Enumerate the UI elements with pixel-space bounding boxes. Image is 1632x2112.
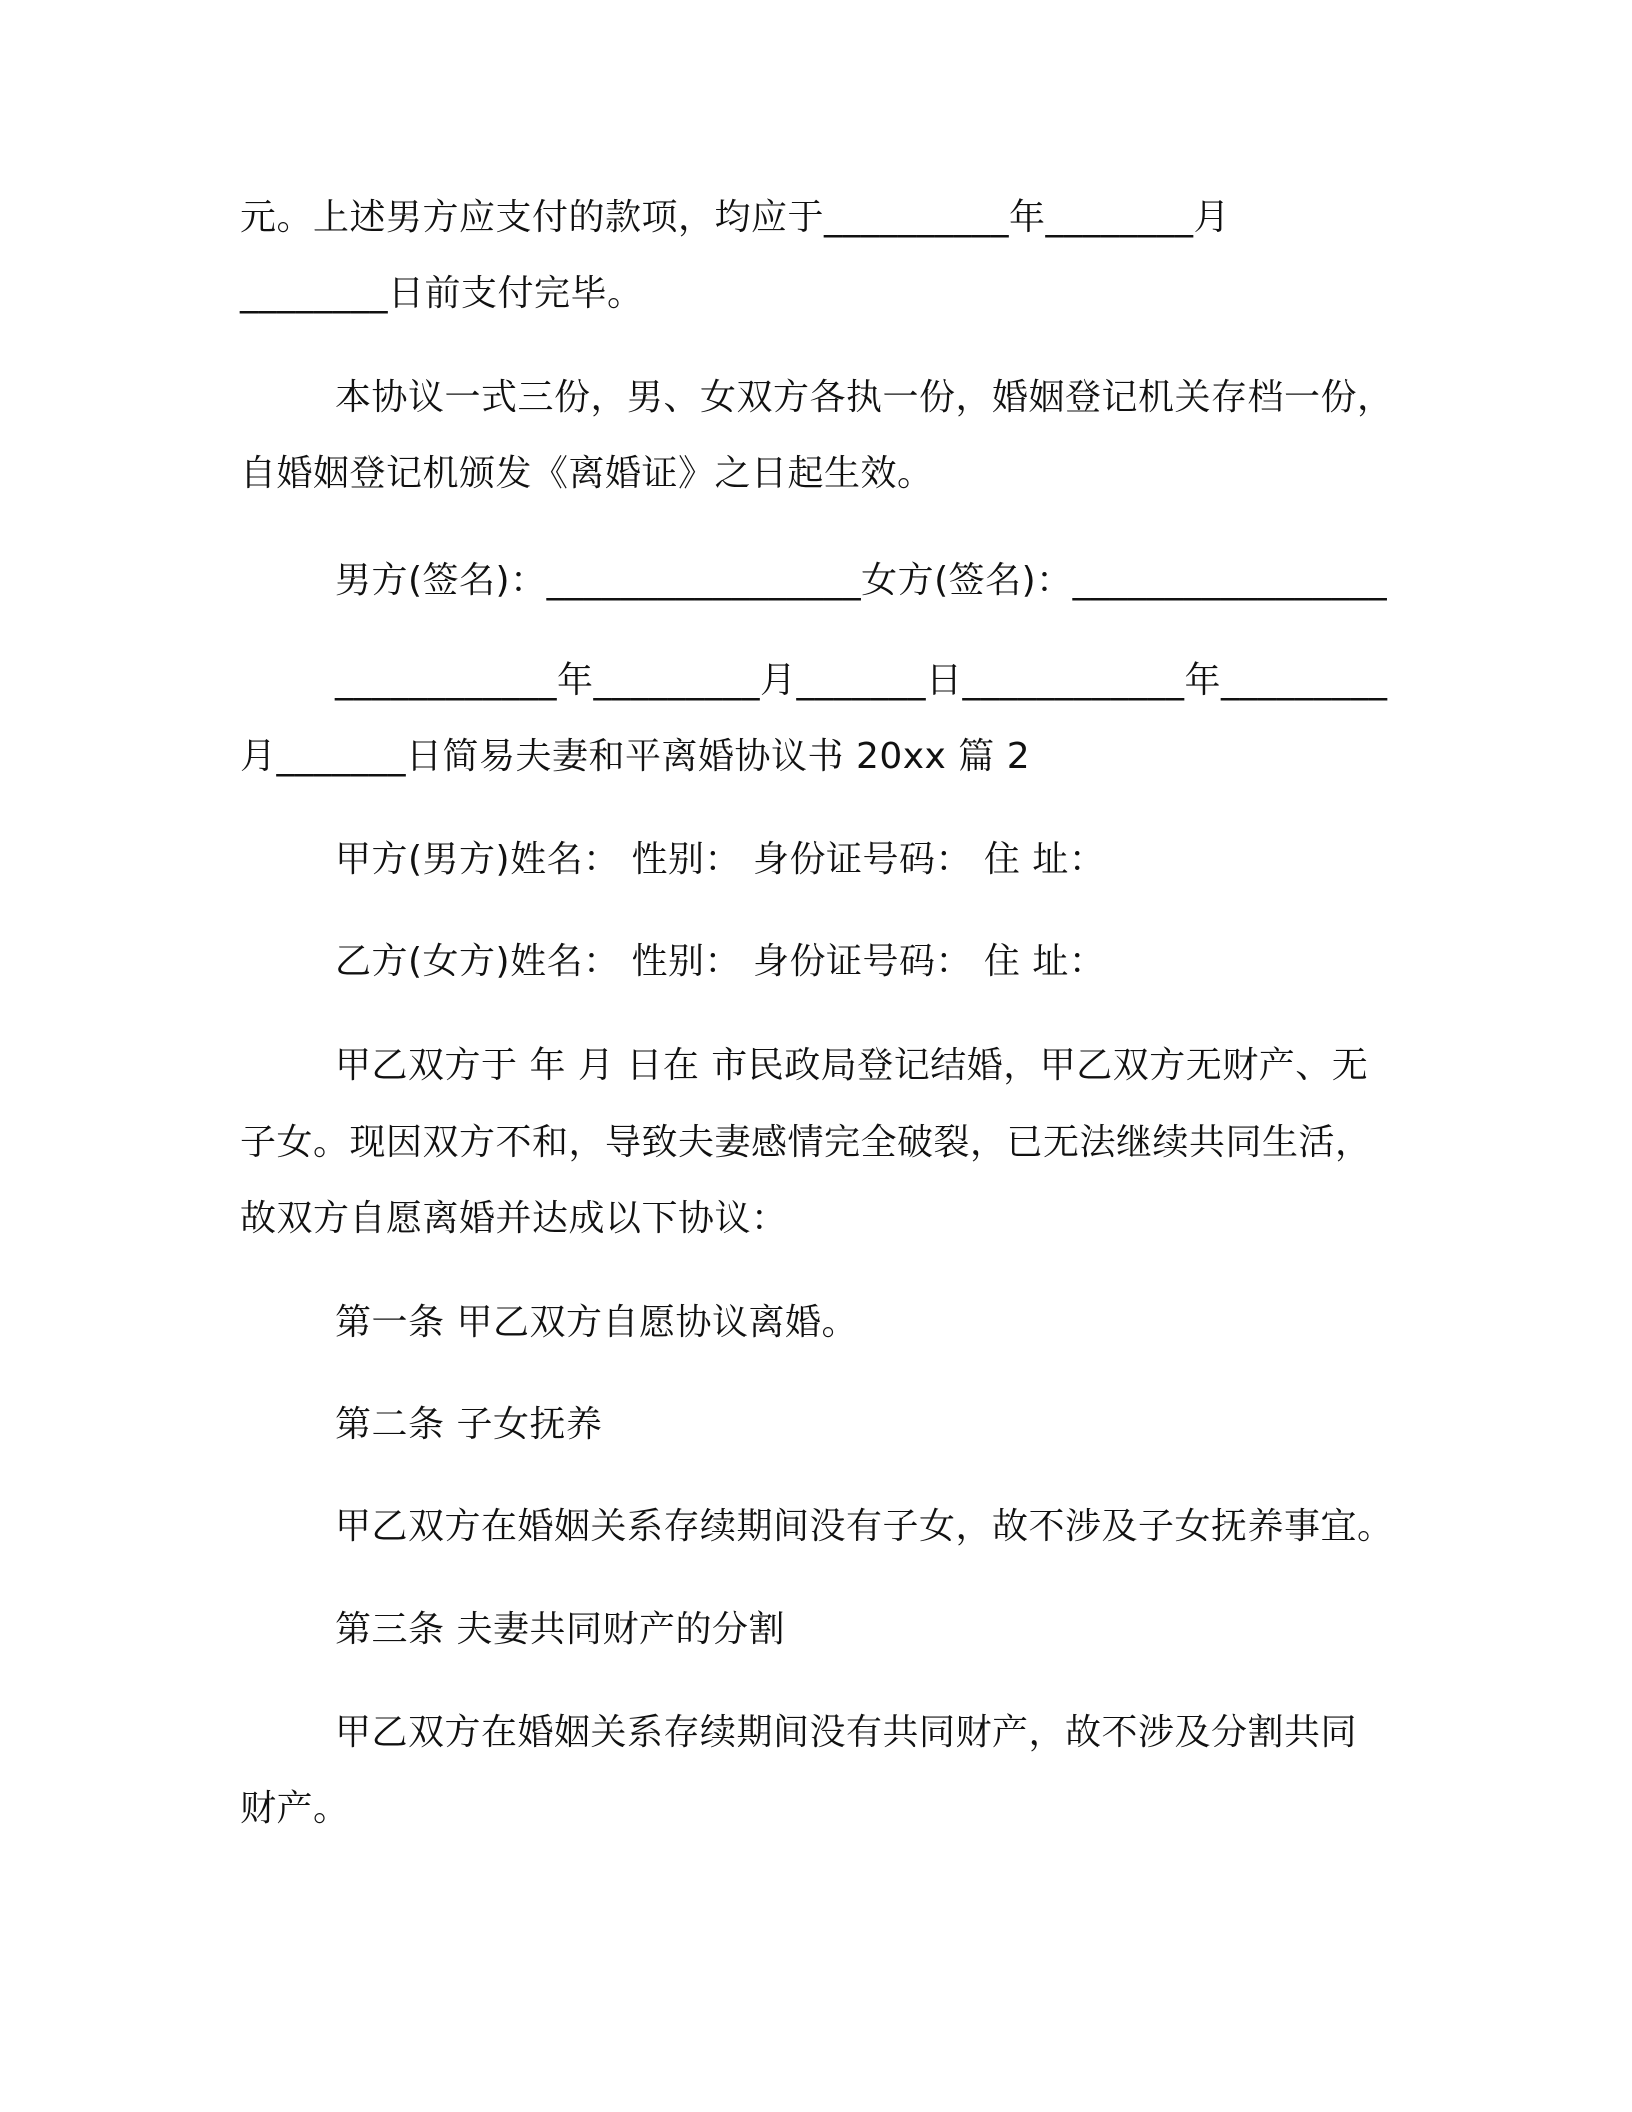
signature-line: 男方(签名)：_________________女方(签名)：_________________ bbox=[335, 560, 1388, 601]
article-3-text: 甲乙双方在婚姻关系存续期间没有共同财产，故不涉及分割共同 bbox=[335, 1712, 1358, 1753]
text-line-3: 本协议一式三份，男、女双方各执一份，婚姻登记机关存档一份， bbox=[335, 377, 1394, 418]
text-line-18: 财产。 bbox=[240, 1788, 350, 1829]
text-line-4: 自婚姻登记机颁发《离婚证》之日起生效。 bbox=[240, 453, 934, 494]
text-line-2: ________日前支付完毕。 bbox=[240, 273, 644, 314]
party-b-line: 乙方(女方)姓名： 性别： 身份证号码： 住 址： bbox=[335, 941, 1106, 982]
text-line-12: 故双方自愿离婚并达成以下协议： bbox=[240, 1198, 788, 1239]
date-line: ____________年_________月_______日____________年_________ bbox=[335, 660, 1388, 701]
article-1-heading: 第一条 甲乙双方自愿协议离婚。 bbox=[335, 1302, 858, 1343]
article-2-text: 甲乙双方在婚姻关系存续期间没有子女，故不涉及子女抚养事宜。 bbox=[335, 1506, 1394, 1547]
text-line-11: 子女。现因双方不和，导致夫妻感情完全破裂，已无法继续共同生活， bbox=[240, 1122, 1372, 1163]
article-2-heading: 第二条 子女抚养 bbox=[335, 1404, 603, 1445]
text-line-1: 元。上述男方应支付的款项，均应于__________年________月 bbox=[240, 197, 1231, 238]
section-heading-line: 月_______日简易夫妻和平离婚协议书 20xx 篇 2 bbox=[240, 736, 1031, 777]
article-3-heading: 第三条 夫妻共同财产的分割 bbox=[335, 1609, 785, 1650]
text-line-10: 甲乙双方于 年 月 日在 市民政局登记结婚，甲乙双方无财产、无 bbox=[335, 1045, 1369, 1086]
party-a-line: 甲方(男方)姓名： 性别： 身份证号码： 住 址： bbox=[335, 839, 1106, 880]
